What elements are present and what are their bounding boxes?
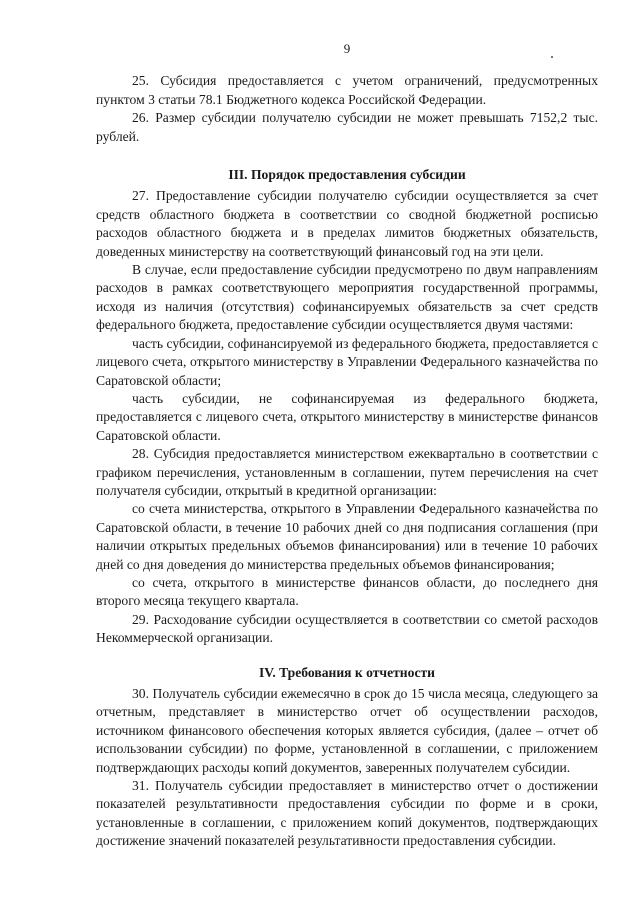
- paragraph-25: 25. Субсидия предоставляется с учетом ограничений, предусмотренных пунктом 3 статьи 78.1 Бюджетного кодекса Российской Федерации.: [96, 73, 598, 107]
- paragraph-30: 30. Получатель субсидии ежемесячно в срок до 15 числа месяца, следующего за отчетным, представляет в министерство отчет об осуществлении расходов, источником финансового обеспечения которых является субсидия, (далее – отчет об использовании субсидии) по форме, установленной в соглашении, с приложением подтверждающих расходы копий документов, заверенных получателем субсидии.: [96, 686, 598, 775]
- paragraph-28: 28. Субсидия предоставляется министерством ежеквартально в соответствии с графиком перечисления, установленным в соглашении, путем перечисления на счет получателя субсидии, открытый в кредитной организации:: [96, 446, 598, 498]
- paragraph-27-case: В случае, если предоставление субсидии предусмотрено по двум направлениям расходов в рамках соответствующего мероприятия государственной программы, исходя из наличия (отсутствия) софинансируемых обязательств за счет средств федерального бюджета, предоставление субсидии осуществляется двумя частями:: [96, 262, 598, 333]
- section-heading-iii: III. Порядок предоставления субсидии: [228, 167, 466, 183]
- page-number: 9: [343, 41, 351, 56]
- paragraph-31: 31. Получатель субсидии предоставляет в министерство отчет о достижении показателей результативности предоставления субсидии по форме и в сроки, установленные в соглашении, с приложением копий документов, подтверждающих достижение значений показателей результативности предоставления субсидии.: [96, 778, 598, 849]
- paragraph-27-part-federal: часть субсидии, софинансируемой из федерального бюджета, предоставляется с лицевого счета, открытого министерству в Управлении Федерального казначейства по Саратовской области;: [96, 335, 598, 388]
- paragraph-29: 29. Расходование субсидии осуществляется в соответствии со сметой расходов Некоммерческой организации.: [96, 611, 598, 646]
- paragraph-27: 27. Предоставление субсидии получателю субсидии осуществляется за счет средств областного бюджета в соответствии со сводной бюджетной росписью расходов областного бюджета и в пределах лимитов бюджетных обязательств, доведенных министерству на соответствующий финансовый год на эти цели.: [96, 188, 598, 259]
- document-page: [96, 40, 598, 851]
- paragraph-26: 26. Размер субсидии получателю субсидии не может превышать 7152,2 тыс. рублей.: [96, 110, 598, 144]
- paragraph-27-part-regional: часть субсидии, не софинансируемая из федерального бюджета, предоставляется с лицевого счета, открытого министерству в министерстве финансов Саратовской области.: [96, 390, 598, 443]
- paragraph-28-ministry-account: со счета министерства, открытого в Управлении Федерального казначейства по Саратовской области, в течение 10 рабочих дней со дня подписания соглашения (при наличии открытых предельных объемов финансирования) или в течение 10 рабочих дней со дня доведения до министерства предельных объемов финансирования;: [96, 501, 598, 572]
- section-heading-iv: IV. Требования к отчетности: [258, 664, 435, 680]
- paragraph-28-finance-account: со счета, открытого в министерстве финансов области, до последнего дня второго месяца текущего квартала.: [96, 574, 598, 609]
